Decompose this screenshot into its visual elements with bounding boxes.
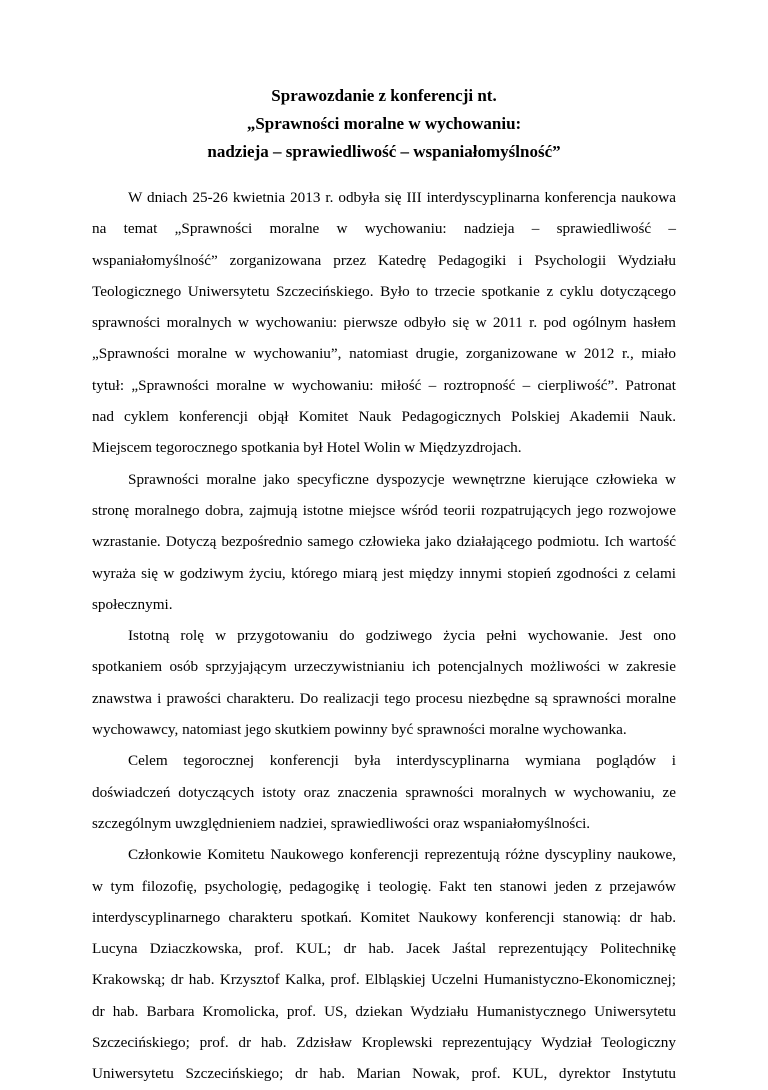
- paragraph-line: Miejscem tegorocznego spotkania był Hotel Wolin w Międzyzdrojach.: [92, 439, 522, 457]
- paragraph-line: „Sprawności moralne w wychowaniu”, natomiast drugie, zorganizowane w 2012 r., miało: [92, 345, 676, 363]
- paragraph-line: Uniwersytetu Szczecińskiego; dr hab. Marian Nowak, prof. KUL, dyrektor Instytutu: [92, 1065, 676, 1083]
- paragraph-line: Krakowską; dr hab. Krzysztof Kalka, prof. Elbląskiej Uczelni Humanistyczno-Ekonomicznej;: [92, 971, 676, 989]
- paragraph-line: szczególnym uwzględnieniem nadziei, sprawiedliwości oraz wspaniałomyślności.: [92, 814, 591, 832]
- paragraph-line: w tym filozofię, psychologię, pedagogikę i teologię. Fakt ten stanowi jeden z przejawów: [92, 877, 676, 895]
- paragraph-line: społecznymi.: [92, 595, 173, 613]
- title-line-1: Sprawozdanie z konferencji nt.: [271, 86, 497, 105]
- paragraph-line: spotkaniem osób sprzyjającym urzeczywistnianiu ich potencjalnych możliwości w zakresie: [92, 658, 676, 676]
- paragraph-line: wzrastanie. Dotyczą bezpośrednio samego człowieka jako działającego podmiotu. Ich wartość: [92, 533, 676, 551]
- paragraph-line: sprawności moralnych w wychowaniu: pierwsze odbyło się w 2011 r. pod ogólnym hasłem: [92, 314, 676, 332]
- paragraph-line: Istotną rolę w przygotowaniu do godziwego życia pełni wychowanie. Jest ono: [128, 627, 676, 645]
- paragraph-line: dr hab. Barbara Kromolicka, prof. US, dziekan Wydziału Humanistycznego Uniwersytetu: [92, 1002, 676, 1020]
- paragraph-line: Szczecińskiego; prof. dr hab. Zdzisław Kroplewski reprezentujący Wydział Teologiczny: [92, 1034, 676, 1052]
- title-line-3: nadzieja – sprawiedliwość – wspaniałomyślność”: [207, 142, 561, 161]
- title-line-2: „Sprawności moralne w wychowaniu:: [246, 114, 522, 133]
- paragraph-line: Celem tegorocznej konferencji była interdyscyplinarna wymiana poglądów i: [128, 752, 676, 770]
- paragraph-line: na temat „Sprawności moralne w wychowaniu: nadzieja – sprawiedliwość –: [92, 220, 676, 238]
- paragraph-line: Członkowie Komitetu Naukowego konferencji reprezentują różne dyscypliny naukowe,: [128, 846, 676, 864]
- paragraph-line: Lucyna Dziaczkowska, prof. KUL; dr hab. Jacek Jaśtal reprezentujący Politechnikę: [92, 940, 676, 958]
- document-body: [92, 182, 676, 1090]
- paragraph-line: znawstwa i prawości charakteru. Do realizacji tego procesu niezbędne są sprawności moralne: [92, 689, 676, 707]
- document-title: [92, 82, 676, 166]
- paragraph-line: W dniach 25-26 kwietnia 2013 r. odbyła się III interdyscyplinarna konferencja naukowa: [128, 189, 676, 206]
- paragraph-line: wychowawcy, natomiast jego skutkiem powinny być sprawności moralne wychowanka.: [92, 721, 627, 739]
- paragraph-line: wspaniałomyślność” zorganizowana przez Katedrę Pedagogiki i Psychologii Wydziału: [92, 251, 676, 269]
- paragraph-line: Teologicznego Uniwersytetu Szczecińskiego. Było to trzecie spotkanie z cyklu dotyczącego: [92, 282, 676, 300]
- paragraph-line: doświadczeń dotyczących istoty oraz znaczenia sprawności moralnych w wychowaniu, ze: [92, 783, 676, 801]
- paragraph-line: interdyscyplinarnego charakteru spotkań. Komitet Naukowy konferencji stanowią: dr hab.: [92, 908, 676, 926]
- paragraph-line: tytuł: „Sprawności moralne w wychowaniu: miłość – roztropność – cierpliwość”. Patronat: [92, 376, 676, 394]
- paragraph-line: Sprawności moralne jako specyficzne dyspozycje wewnętrzne kierujące człowieka w: [128, 470, 676, 488]
- paragraph-line: stronę moralnego dobra, zajmują istotne miejsce wśród teorii rozpatrujących jego rozwojowe: [92, 501, 676, 519]
- paragraph-line: wyraża się w godziwym życiu, którego miarą jest między innymi stopień zgodności z celami: [92, 564, 676, 582]
- paragraph-line: nad cyklem konferencji objął Komitet Nauk Pedagogicznych Polskiej Akademii Nauk.: [92, 408, 676, 426]
